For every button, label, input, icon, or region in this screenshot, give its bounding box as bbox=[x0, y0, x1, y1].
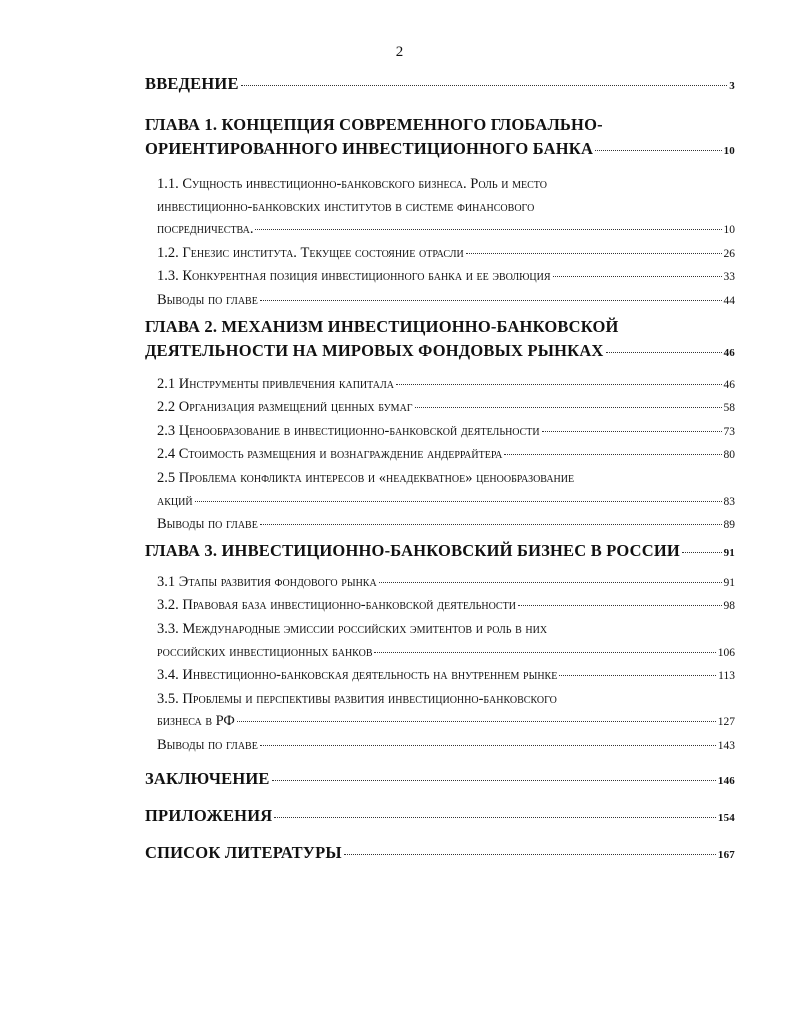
toc-section-2-1[interactable] bbox=[157, 373, 735, 397]
bibliography-title: СПИСОК ЛИТЕРАТУРЫ bbox=[145, 843, 342, 863]
table-of-contents bbox=[145, 74, 735, 863]
chapter-2-conclusions-page: 89 bbox=[723, 519, 735, 532]
section-3-5-page: 127 bbox=[717, 716, 735, 729]
dot-leader bbox=[260, 524, 722, 525]
toc-chapter-2-conclusions[interactable] bbox=[157, 513, 735, 537]
section-1-1-page: 10 bbox=[723, 224, 735, 237]
dot-leader bbox=[344, 854, 716, 855]
dot-leader bbox=[241, 85, 728, 86]
section-3-3-page: 106 bbox=[717, 646, 735, 659]
dot-leader bbox=[195, 501, 722, 502]
section-2-1-title: 2.1 Инструменты привлечения капитала bbox=[157, 375, 394, 392]
dot-leader bbox=[466, 253, 722, 254]
section-1-1-line1: 1.1. Сущность инвестиционно-банковского бизнеса. Роль и место bbox=[157, 176, 547, 192]
toc-chapter-2[interactable] bbox=[145, 315, 735, 365]
toc-section-1-3[interactable] bbox=[157, 265, 735, 289]
section-1-1-line3: посредничества. bbox=[157, 221, 254, 238]
dot-leader bbox=[415, 407, 722, 408]
section-2-1-page: 46 bbox=[723, 378, 735, 391]
dot-leader bbox=[260, 300, 722, 301]
section-2-4-title: 2.4 Стоимость размещения и вознаграждение андеррайтера bbox=[157, 446, 503, 463]
toc-section-1-1[interactable] bbox=[157, 173, 735, 242]
section-2-2-title: 2.2 Организация размещений ценных бумаг bbox=[157, 399, 413, 416]
section-1-3-page: 33 bbox=[723, 271, 735, 284]
conclusion-title: ЗАКЛЮЧЕНИЕ bbox=[145, 769, 270, 789]
toc-bibliography[interactable] bbox=[145, 843, 735, 863]
bibliography-page: 167 bbox=[717, 849, 735, 862]
section-2-5-page: 83 bbox=[723, 495, 735, 508]
toc-section-2-3[interactable] bbox=[157, 420, 735, 444]
appendices-page: 154 bbox=[717, 812, 735, 825]
chapter-2-title-line1: ГЛАВА 2. МЕХАНИЗМ ИНВЕСТИЦИОННО-БАНКОВСКОЙ bbox=[145, 316, 619, 336]
section-2-5-line1: 2.5 Проблема конфликта интересов и «неадекватное» ценообразование bbox=[157, 469, 575, 486]
toc-section-1-2[interactable] bbox=[157, 242, 735, 266]
section-3-2-page: 98 bbox=[723, 600, 735, 613]
dot-leader bbox=[374, 652, 715, 653]
toc-section-3-4[interactable] bbox=[157, 664, 735, 688]
conclusion-page: 146 bbox=[717, 775, 735, 788]
chapter-1-title-line2: ОРИЕНТИРОВАННОГО ИНВЕСТИЦИОННОГО БАНКА bbox=[145, 139, 594, 158]
section-2-4-page: 80 bbox=[723, 449, 735, 462]
dot-leader bbox=[260, 745, 716, 746]
dot-leader bbox=[606, 352, 722, 353]
toc-chapter-1[interactable] bbox=[145, 113, 735, 163]
toc-intro[interactable] bbox=[145, 74, 735, 94]
chapter-2-page: 46 bbox=[723, 346, 735, 359]
section-3-5-line2: бизнеса в РФ bbox=[157, 713, 235, 730]
section-2-5-line2: акций bbox=[157, 492, 193, 509]
toc-appendices[interactable] bbox=[145, 806, 735, 826]
section-1-3-title: 1.3. Конкурентная позиция инвестиционного банка и ее эволюция bbox=[157, 268, 551, 285]
section-3-4-title: 3.4. Инвестиционно-банковская деятельность на внутреннем рынке bbox=[157, 667, 558, 684]
section-3-4-page: 113 bbox=[718, 670, 735, 683]
toc-section-3-5[interactable] bbox=[157, 688, 735, 734]
dot-leader bbox=[272, 780, 716, 781]
chapter-3-page: 91 bbox=[723, 546, 735, 559]
toc-intro-title: ВВЕДЕНИЕ bbox=[145, 74, 239, 93]
dot-leader bbox=[518, 605, 722, 606]
section-2-2-page: 58 bbox=[723, 402, 735, 415]
dot-leader bbox=[255, 229, 721, 230]
dot-leader bbox=[396, 384, 722, 385]
toc-section-2-5[interactable] bbox=[157, 467, 735, 513]
appendices-title: ПРИЛОЖЕНИЯ bbox=[145, 806, 273, 826]
dot-leader bbox=[682, 552, 722, 553]
section-3-3-line2: российских инвестиционных банков bbox=[157, 643, 373, 660]
section-3-3-line1: 3.3. Международные эмиссии российских эмитентов и роль в них bbox=[157, 620, 548, 637]
chapter-3-conclusions-page: 143 bbox=[717, 739, 735, 752]
chapter-1-conclusions-page: 44 bbox=[723, 294, 735, 307]
toc-conclusion[interactable] bbox=[145, 769, 735, 789]
section-1-2-page: 26 bbox=[723, 247, 735, 260]
dot-leader bbox=[504, 454, 721, 455]
section-3-1-page: 91 bbox=[723, 576, 735, 589]
dot-leader bbox=[274, 817, 716, 818]
chapter-3-sections bbox=[145, 571, 735, 758]
dot-leader bbox=[379, 582, 722, 583]
page-number: 2 bbox=[395, 44, 404, 60]
chapter-1-conclusions-title: Выводы по главе bbox=[157, 291, 258, 308]
toc-section-3-1[interactable] bbox=[157, 571, 735, 595]
chapter-2-title-line2: ДЕЯТЕЛЬНОСТИ НА МИРОВЫХ ФОНДОВЫХ РЫНКАХ bbox=[145, 340, 604, 360]
toc-section-3-3[interactable] bbox=[157, 618, 735, 664]
chapter-2-sections bbox=[145, 373, 735, 537]
section-1-1-line2: инвестиционно-банковских институтов в системе финансового bbox=[157, 198, 535, 215]
toc-intro-page: 3 bbox=[729, 80, 735, 92]
dot-leader bbox=[559, 675, 716, 676]
dot-leader bbox=[553, 276, 722, 277]
chapter-1-title-line1: ГЛАВА 1. КОНЦЕПЦИЯ СОВРЕМЕННОГО ГЛОБАЛЬНО- bbox=[145, 115, 603, 134]
toc-section-2-2[interactable] bbox=[157, 396, 735, 420]
toc-chapter-3-conclusions[interactable] bbox=[157, 734, 735, 758]
section-1-2-title: 1.2. Генезис института. Текущее состояние отрасли bbox=[157, 244, 464, 261]
toc-section-3-2[interactable] bbox=[157, 594, 735, 618]
chapter-3-conclusions-title: Выводы по главе bbox=[157, 736, 258, 753]
toc-chapter-1-conclusions[interactable] bbox=[157, 289, 735, 313]
chapter-1-page: 10 bbox=[723, 145, 735, 157]
chapter-2-conclusions-title: Выводы по главе bbox=[157, 516, 258, 533]
section-2-3-page: 73 bbox=[723, 425, 735, 438]
dot-leader bbox=[237, 721, 716, 722]
section-3-5-line1: 3.5. Проблемы и перспективы развития инвестиционно-банковского bbox=[157, 690, 557, 707]
dot-leader bbox=[542, 431, 722, 432]
chapter-3-title: ГЛАВА 3. ИНВЕСТИЦИОННО-БАНКОВСКИЙ БИЗНЕС В РОССИИ bbox=[145, 540, 680, 560]
chapter-1-sections bbox=[145, 173, 735, 313]
toc-chapter-3[interactable] bbox=[145, 541, 735, 561]
section-2-3-title: 2.3 Ценообразование в инвестиционно-банковской деятельности bbox=[157, 422, 540, 439]
section-3-2-title: 3.2. Правовая база инвестиционно-банковской деятельности bbox=[157, 597, 516, 614]
section-3-1-title: 3.1 Этапы развития фондового рынка bbox=[157, 573, 377, 590]
toc-section-2-4[interactable] bbox=[157, 443, 735, 467]
dot-leader bbox=[595, 150, 722, 151]
